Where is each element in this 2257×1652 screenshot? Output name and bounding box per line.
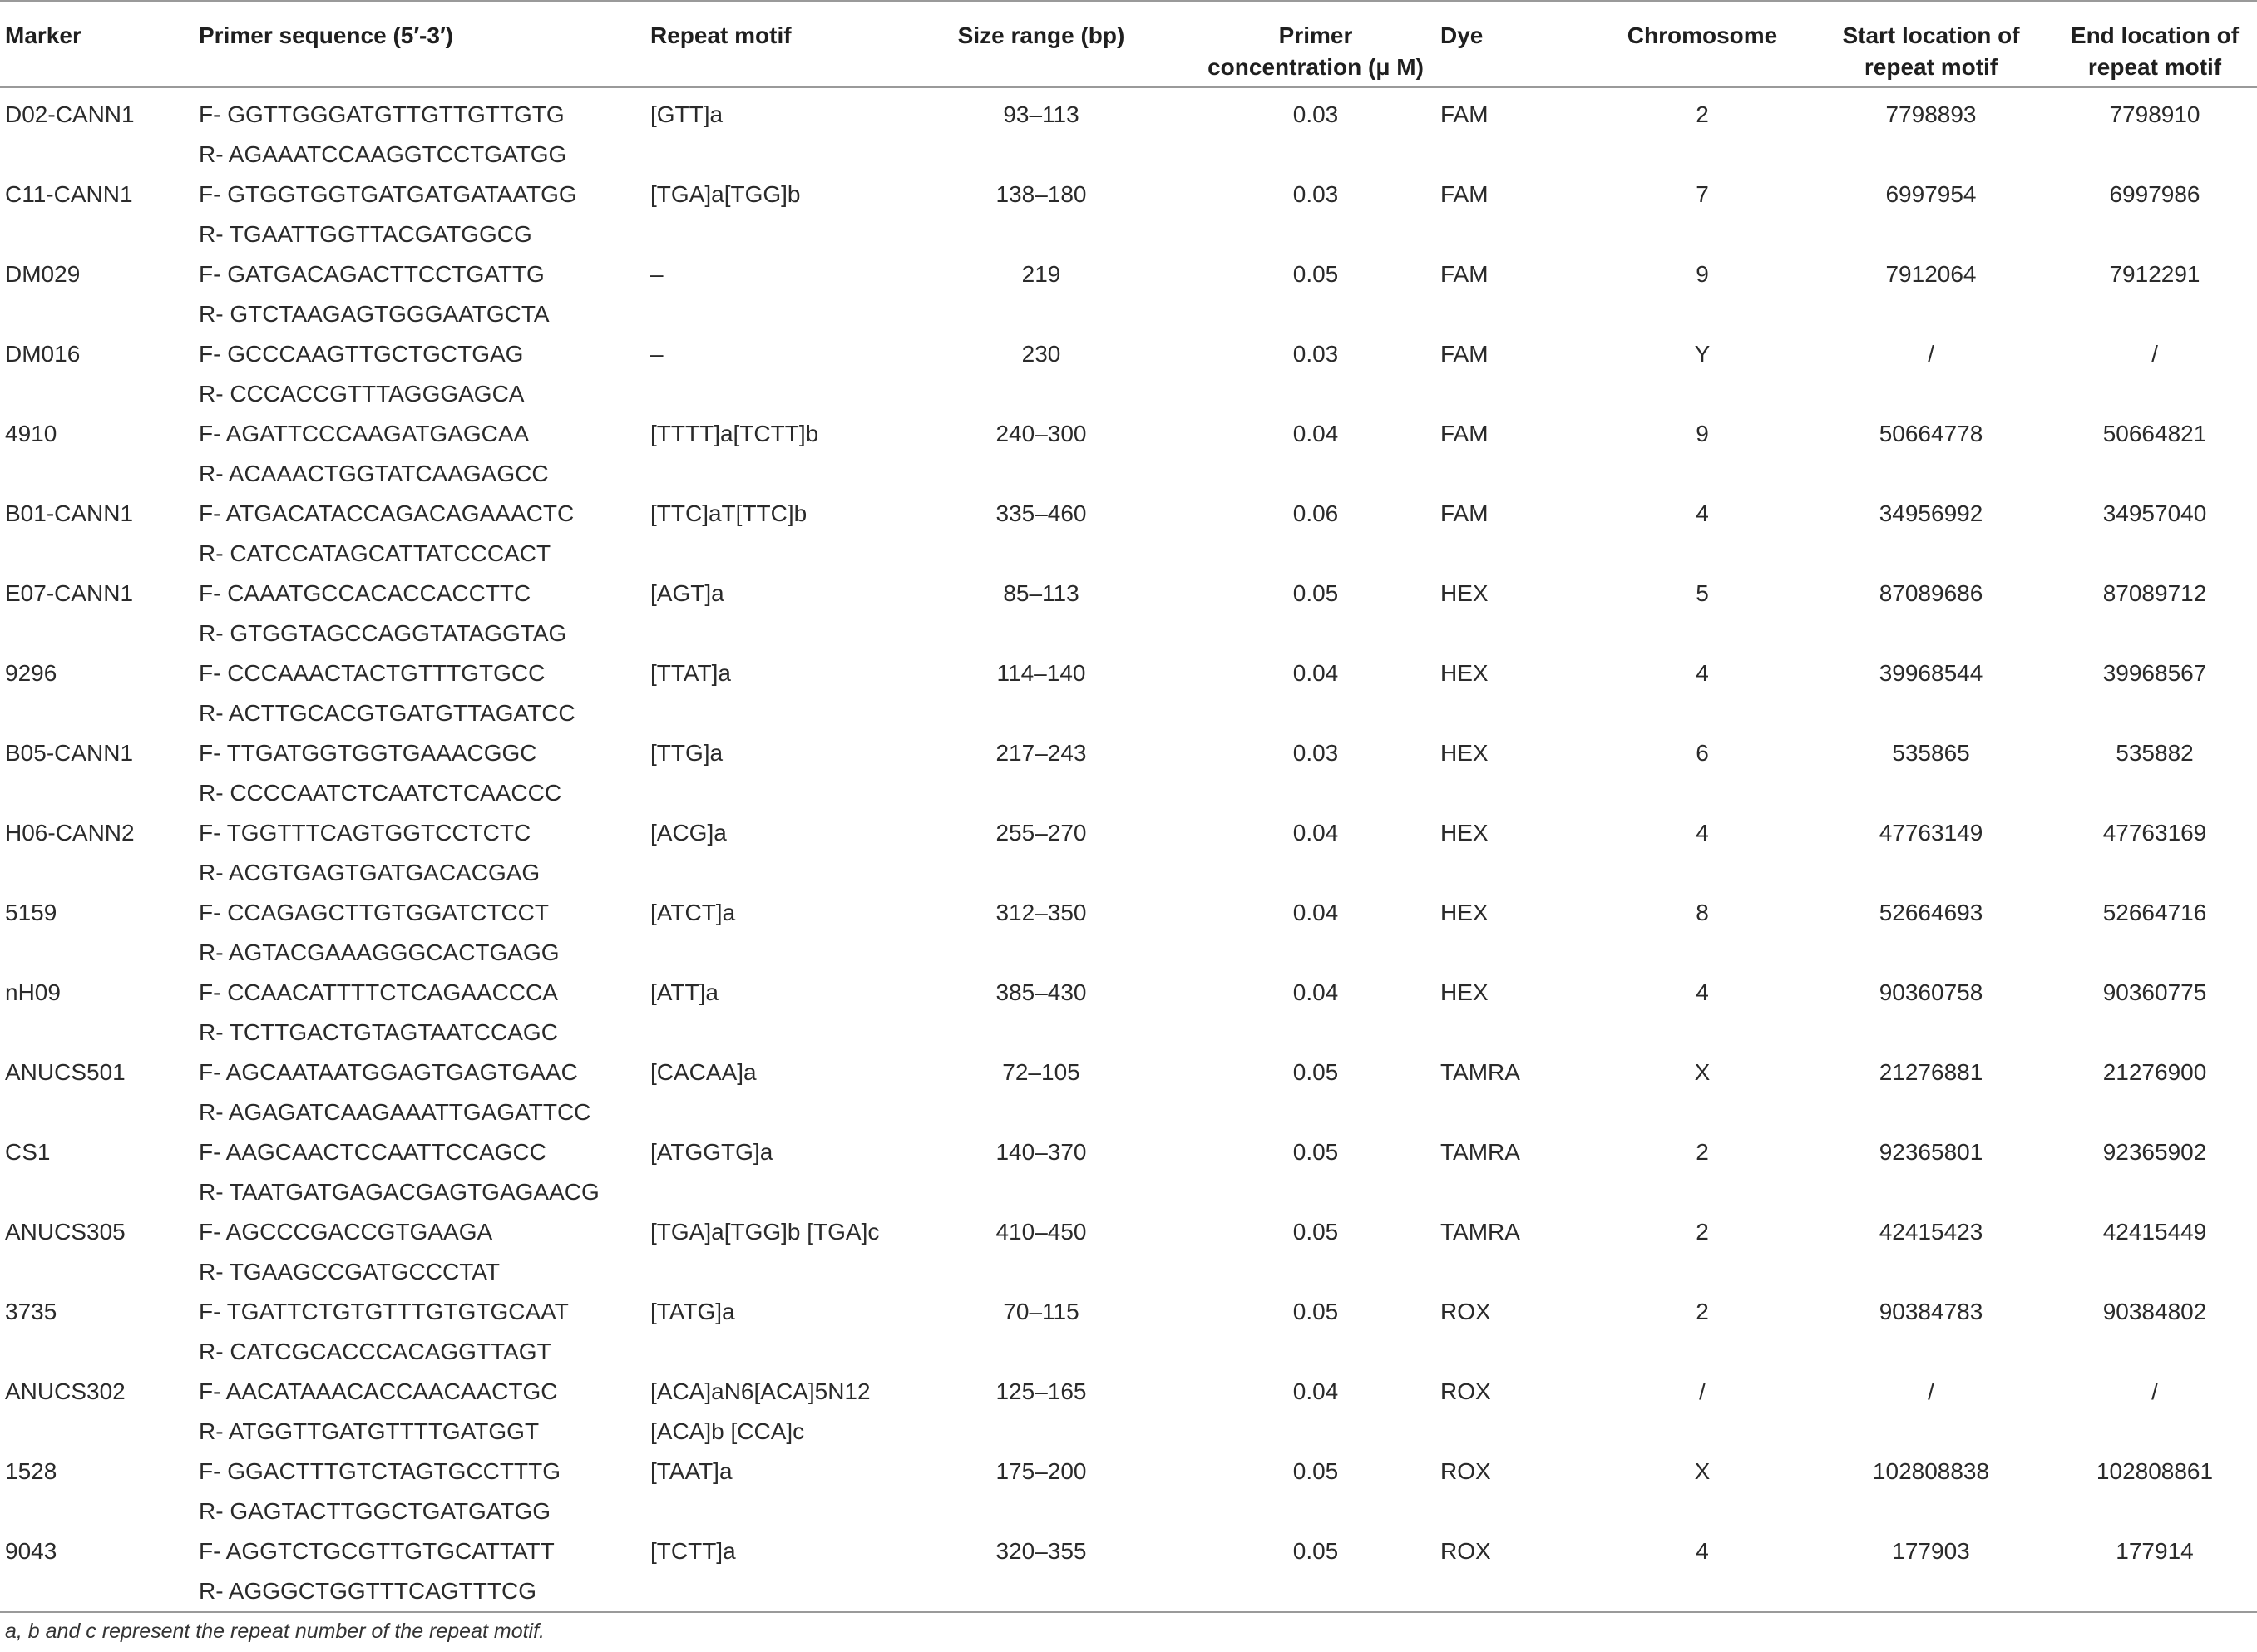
cell-end-location: 535882 (2116, 740, 2194, 766)
table-row (0, 1053, 2257, 1132)
primer-reverse: R- AGGGCTGGTTTCAGTTTCG (199, 1578, 536, 1604)
primer-reverse: R- TGAAGCCGATGCCCTAT (199, 1259, 500, 1285)
cell-size-range: 335–460 (995, 501, 1087, 526)
cell-end-location: 90384802 (2102, 1299, 2207, 1324)
header-chromosome: Chromosome (1627, 22, 1778, 48)
cell-repeat-motif (650, 813, 891, 893)
repeat-motif-line1: [ACA]aN6[ACA]5N12 (650, 1378, 871, 1404)
primer-forward: F- GATGACAGACTTCCTGATTG (199, 261, 545, 287)
primer-reverse: R- ACGTGAGTGATGACACGAG (199, 860, 541, 885)
cell-primer-concentration: 0.06 (1292, 501, 1339, 526)
cell-primer-concentration: 0.05 (1292, 1458, 1339, 1484)
cell-repeat-motif (650, 733, 891, 813)
cell-size-range: 125–165 (995, 1378, 1087, 1404)
cell-dye: ROX (1440, 1378, 1491, 1404)
header-end-location (2047, 1, 2257, 87)
cell-end-location: 39968567 (2102, 660, 2207, 686)
cell-repeat-motif (650, 1132, 891, 1212)
cell-marker: B05-CANN1 (5, 740, 134, 766)
cell-end-location: 21276900 (2102, 1059, 2207, 1085)
cell-chromosome: 4 (1696, 820, 1709, 846)
primer-forward: F- TGATTCTGTGTTTGTGTGCAAT (199, 1299, 569, 1324)
repeat-motif-line1: [TTC]aT[TTC]b (650, 501, 807, 526)
cell-repeat-motif (650, 334, 891, 414)
header-start-location (1815, 1, 2047, 87)
cell-end-location: 7912291 (2109, 261, 2200, 287)
primer-reverse: R- GAGTACTTGGCTGATGATGG (199, 1498, 551, 1524)
primer-forward: F- GGACTTTGTCTAGTGCCTTTG (199, 1458, 561, 1484)
cell-primer-concentration: 0.05 (1292, 1059, 1339, 1085)
repeat-motif-line1: [CACAA]a (650, 1059, 757, 1085)
table-row (0, 1372, 2257, 1452)
cell-repeat-motif (650, 254, 891, 334)
primer-reverse: R- AGAAATCCAAGGTCCTGATGG (199, 141, 567, 167)
header-start-line2: repeat motif (1864, 54, 1998, 80)
cell-marker: B01-CANN1 (5, 501, 134, 526)
repeat-motif-line1: [TAAT]a (650, 1458, 733, 1484)
cell-end-location: 87089712 (2102, 580, 2207, 606)
header-end-line2: repeat motif (2087, 54, 2222, 80)
cell-primer-sequence (199, 494, 650, 574)
header-primer-sequence: Primer sequence (5′-3′) (199, 22, 453, 48)
cell-chromosome: 4 (1696, 1538, 1709, 1564)
cell-primer-sequence (199, 653, 650, 733)
header-dye: Dye (1440, 22, 1484, 48)
cell-end-location: / (2151, 341, 2158, 367)
cell-repeat-motif (650, 1053, 891, 1132)
table-row (0, 973, 2257, 1053)
cell-marker: C11-CANN1 (5, 181, 133, 207)
primer-forward: F- CCCAAACTACTGTTTGTGCC (199, 660, 546, 686)
repeat-motif-line1: [AGT]a (650, 580, 724, 606)
cell-chromosome: Y (1694, 341, 1711, 367)
cell-primer-concentration: 0.03 (1292, 181, 1339, 207)
cell-primer-sequence (199, 813, 650, 893)
cell-marker: 9043 (5, 1538, 57, 1564)
cell-start-location: 102808838 (1872, 1458, 1990, 1484)
cell-start-location: 42415423 (1879, 1219, 1983, 1245)
table-row (0, 1292, 2257, 1372)
cell-chromosome: / (1699, 1378, 1706, 1404)
cell-end-location: 7798910 (2109, 101, 2200, 127)
cell-dye: ROX (1440, 1538, 1491, 1564)
cell-marker: 4910 (5, 421, 57, 446)
cell-primer-concentration: 0.03 (1292, 101, 1339, 127)
primer-forward: F- CCAGAGCTTGTGGATCTCCT (199, 900, 549, 925)
cell-repeat-motif (650, 1292, 891, 1372)
cell-marker: ANUCS501 (5, 1059, 126, 1085)
table-row (0, 733, 2257, 813)
cell-size-range: 175–200 (995, 1458, 1087, 1484)
cell-chromosome: 2 (1696, 1139, 1709, 1165)
cell-size-range: 72–105 (1002, 1059, 1080, 1085)
cell-dye: HEX (1440, 900, 1489, 925)
primer-reverse: R- GTCTAAGAGTGGGAATGCTA (199, 301, 550, 327)
cell-primer-sequence (199, 893, 650, 973)
cell-primer-sequence (199, 175, 650, 254)
cell-start-location: / (1928, 341, 1934, 367)
cell-repeat-motif (650, 1212, 891, 1292)
cell-dye: HEX (1440, 740, 1489, 766)
cell-primer-sequence (199, 1053, 650, 1132)
cell-start-location: 6997954 (1885, 181, 1977, 207)
repeat-motif-line1: [TCTT]a (650, 1538, 736, 1564)
table-row (0, 414, 2257, 494)
cell-primer-sequence (199, 1292, 650, 1372)
header-row (0, 1, 2257, 87)
cell-primer-concentration: 0.05 (1292, 1538, 1339, 1564)
cell-dye: TAMRA (1440, 1139, 1520, 1165)
cell-start-location: 47763149 (1879, 820, 1983, 846)
repeat-motif-line1: [ATT]a (650, 979, 719, 1005)
cell-start-location: 92365801 (1879, 1139, 1983, 1165)
primer-reverse: R- CATCCATAGCATTATCCCACT (199, 540, 551, 566)
primer-forward: F- GCCCAAGTTGCTGCTGAG (199, 341, 524, 367)
cell-primer-sequence (199, 733, 650, 813)
cell-primer-sequence (199, 254, 650, 334)
cell-size-range: 217–243 (995, 740, 1087, 766)
cell-primer-concentration: 0.03 (1292, 740, 1339, 766)
cell-size-range: 93–113 (1003, 101, 1079, 127)
cell-dye: TAMRA (1440, 1059, 1520, 1085)
cell-size-range: 138–180 (995, 181, 1087, 207)
primer-reverse: R- ATGGTTGATGTTTTGATGGT (199, 1418, 540, 1444)
cell-end-location: 90360775 (2102, 979, 2207, 1005)
table-row (0, 1132, 2257, 1212)
table-row (0, 1531, 2257, 1612)
cell-primer-concentration: 0.04 (1292, 820, 1339, 846)
table-row (0, 494, 2257, 574)
cell-start-location: 90384783 (1879, 1299, 1983, 1324)
header-conc-line1: Primer (1278, 22, 1353, 48)
cell-chromosome: 8 (1696, 900, 1709, 925)
cell-end-location: 47763169 (2102, 820, 2207, 846)
table-row (0, 175, 2257, 254)
cell-start-location: 535865 (1892, 740, 1970, 766)
cell-size-range: 85–113 (1003, 580, 1079, 606)
primer-reverse: R- TCTTGACTGTAGTAATCCAGC (199, 1019, 558, 1045)
repeat-motif-line1: [TTAT]a (650, 660, 731, 686)
cell-end-location: 6997986 (2109, 181, 2200, 207)
repeat-motif-line1: [TTTT]a[TCTT]b (650, 421, 819, 446)
cell-marker: ANUCS302 (5, 1378, 126, 1404)
cell-start-location: 21276881 (1879, 1059, 1983, 1085)
header-primer-concentration (1191, 1, 1440, 87)
repeat-motif-line1: [TGA]a[TGG]b [TGA]c (650, 1219, 880, 1245)
cell-marker: ANUCS305 (5, 1219, 126, 1245)
repeat-motif-line1: [TATG]a (650, 1299, 735, 1324)
cell-repeat-motif (650, 1372, 891, 1452)
cell-primer-concentration: 0.05 (1292, 580, 1339, 606)
cell-start-location: 90360758 (1879, 979, 1983, 1005)
cell-marker: 1528 (5, 1458, 57, 1484)
cell-chromosome: 7 (1696, 181, 1709, 207)
header-start-line1: Start location of (1842, 22, 2020, 48)
table-body (0, 87, 2257, 1612)
cell-size-range: 219 (1021, 261, 1061, 287)
cell-dye: FAM (1440, 421, 1489, 446)
repeat-motif-line1: [ATCT]a (650, 900, 736, 925)
header-conc-line2: concentration (μ M) (1208, 54, 1424, 80)
primer-reverse: R- TAATGATGAGACGAGTGAGAACG (199, 1179, 600, 1205)
cell-repeat-motif (650, 973, 891, 1053)
cell-repeat-motif (650, 574, 891, 653)
cell-dye: FAM (1440, 501, 1489, 526)
cell-start-location: 39968544 (1879, 660, 1983, 686)
cell-dye: FAM (1440, 341, 1489, 367)
cell-primer-sequence (199, 973, 650, 1053)
table-row (0, 653, 2257, 733)
cell-marker: DM029 (5, 261, 81, 287)
repeat-motif-line1: – (650, 341, 664, 367)
primer-forward: F- AGGTCTGCGTTGTGCATTATT (199, 1538, 555, 1564)
cell-size-range: 320–355 (995, 1538, 1087, 1564)
cell-start-location: 7912064 (1885, 261, 1977, 287)
table-footnote: a, b and c represent the repeat number of the repeat motif. (5, 1620, 545, 1643)
cell-marker: 3735 (5, 1299, 57, 1324)
cell-primer-concentration: 0.04 (1292, 421, 1339, 446)
cell-dye: HEX (1440, 820, 1489, 846)
cell-chromosome: 2 (1696, 1219, 1709, 1245)
cell-chromosome: X (1694, 1458, 1711, 1484)
cell-start-location: / (1928, 1378, 1934, 1404)
cell-size-range: 385–430 (995, 979, 1087, 1005)
cell-chromosome: 4 (1696, 660, 1709, 686)
cell-marker: 9296 (5, 660, 57, 686)
cell-repeat-motif (650, 175, 891, 254)
primer-reverse: R- CATCGCACCCACAGGTTAGT (199, 1339, 551, 1364)
table-row (0, 1452, 2257, 1531)
cell-primer-sequence (199, 1132, 650, 1212)
cell-primer-sequence (199, 334, 650, 414)
cell-primer-concentration: 0.05 (1292, 1219, 1339, 1245)
table-row (0, 574, 2257, 653)
cell-primer-concentration: 0.04 (1292, 660, 1339, 686)
cell-size-range: 230 (1021, 341, 1061, 367)
header-repeat-motif: Repeat motif (650, 22, 792, 48)
cell-marker: 5159 (5, 900, 57, 925)
primer-reverse: R- AGTACGAAAGGGCACTGAGG (199, 939, 560, 965)
primer-forward: F- AAGCAACTCCAATTCCAGCC (199, 1139, 546, 1165)
primer-forward: F- AGCAATAATGGAGTGAGTGAAC (199, 1059, 578, 1085)
cell-marker: E07-CANN1 (5, 580, 134, 606)
primer-forward: F- CAAATGCCACACCACCTTC (199, 580, 531, 606)
cell-repeat-motif (650, 87, 891, 175)
header-marker: Marker (5, 22, 81, 48)
cell-primer-sequence (199, 574, 650, 653)
cell-start-location: 177903 (1892, 1538, 1970, 1564)
cell-repeat-motif (650, 494, 891, 574)
repeat-motif-line1: [TTG]a (650, 740, 724, 766)
cell-dye: HEX (1440, 979, 1489, 1005)
cell-repeat-motif (650, 1531, 891, 1612)
primer-reverse: R- GTGGTAGCCAGGTATAGGTAG (199, 620, 567, 646)
primer-forward: F- GGTTGGGATGTTGTTGTTGTG (199, 101, 565, 127)
cell-marker: H06-CANN2 (5, 820, 135, 846)
cell-start-location: 52664693 (1879, 900, 1983, 925)
cell-end-location: 92365902 (2102, 1139, 2207, 1165)
table-row (0, 254, 2257, 334)
cell-dye: HEX (1440, 580, 1489, 606)
table-row (0, 893, 2257, 973)
header-end-line1: End location of (2070, 22, 2240, 48)
primer-forward: F- TTGATGGTGGTGAAACGGC (199, 740, 537, 766)
primer-reverse: R- AGAGATCAAGAAATTGAGATTCC (199, 1099, 591, 1125)
cell-end-location: 52664716 (2102, 900, 2207, 925)
cell-chromosome: 4 (1696, 979, 1709, 1005)
repeat-motif-line1: [ATGGTG]a (650, 1139, 773, 1165)
repeat-motif-line1: [GTT]a (650, 101, 724, 127)
repeat-motif-line1: – (650, 261, 664, 287)
cell-repeat-motif (650, 1452, 891, 1531)
cell-size-range: 140–370 (995, 1139, 1087, 1165)
cell-marker: CS1 (5, 1139, 51, 1165)
primer-forward: F- ATGACATACCAGACAGAAACTC (199, 501, 575, 526)
cell-chromosome: 6 (1696, 740, 1709, 766)
cell-size-range: 70–115 (1003, 1299, 1079, 1324)
cell-marker: DM016 (5, 341, 81, 367)
cell-primer-sequence (199, 1531, 650, 1612)
repeat-motif-line2: [ACA]b [CCA]c (650, 1418, 805, 1444)
cell-dye: ROX (1440, 1458, 1491, 1484)
cell-primer-sequence (199, 1452, 650, 1531)
cell-end-location: 34957040 (2102, 501, 2207, 526)
cell-primer-sequence (199, 87, 650, 175)
cell-repeat-motif (650, 893, 891, 973)
cell-primer-concentration: 0.03 (1292, 341, 1339, 367)
cell-primer-sequence (199, 414, 650, 494)
cell-dye: ROX (1440, 1299, 1491, 1324)
cell-size-range: 255–270 (995, 820, 1087, 846)
cell-end-location: 50664821 (2102, 421, 2207, 446)
cell-chromosome: 5 (1696, 580, 1709, 606)
cell-primer-concentration: 0.04 (1292, 900, 1339, 925)
cell-primer-concentration: 0.05 (1292, 1139, 1339, 1165)
cell-end-location: / (2151, 1378, 2158, 1404)
cell-primer-concentration: 0.05 (1292, 1299, 1339, 1324)
table-row (0, 87, 2257, 175)
table-row (0, 1212, 2257, 1292)
table-header (0, 1, 2257, 87)
cell-size-range: 312–350 (995, 900, 1087, 925)
cell-chromosome: 9 (1696, 261, 1709, 287)
cell-end-location: 102808861 (2096, 1458, 2214, 1484)
cell-primer-concentration: 0.05 (1292, 261, 1339, 287)
primer-reverse: R- CCCACCGTTTAGGGAGCA (199, 381, 525, 407)
cell-chromosome: 2 (1696, 1299, 1709, 1324)
cell-repeat-motif (650, 653, 891, 733)
cell-size-range: 410–450 (995, 1219, 1087, 1245)
cell-primer-sequence (199, 1212, 650, 1292)
cell-chromosome: X (1694, 1059, 1711, 1085)
cell-dye: TAMRA (1440, 1219, 1520, 1245)
cell-chromosome: 2 (1696, 101, 1709, 127)
primer-reverse: R- ACTTGCACGTGATGTTAGATCC (199, 700, 575, 726)
repeat-motif-line1: [ACG]a (650, 820, 727, 846)
cell-start-location: 50664778 (1879, 421, 1983, 446)
cell-dye: FAM (1440, 181, 1489, 207)
primer-forward: F- GTGGTGGTGATGATGATAATGG (199, 181, 577, 207)
cell-primer-sequence (199, 1372, 650, 1452)
cell-size-range: 240–300 (995, 421, 1087, 446)
cell-repeat-motif (650, 414, 891, 494)
cell-chromosome: 9 (1696, 421, 1709, 446)
cell-start-location: 7798893 (1885, 101, 1977, 127)
cell-primer-concentration: 0.04 (1292, 979, 1339, 1005)
cell-size-range: 114–140 (996, 660, 1086, 686)
cell-chromosome: 4 (1696, 501, 1709, 526)
cell-dye: FAM (1440, 101, 1489, 127)
primer-reverse: R- ACAAACTGGTATCAAGAGCC (199, 461, 549, 486)
header-size-range: Size range (bp) (957, 22, 1125, 48)
table-row (0, 334, 2257, 414)
cell-end-location: 42415449 (2102, 1219, 2207, 1245)
cell-marker: nH09 (5, 979, 61, 1005)
cell-marker: D02-CANN1 (5, 101, 135, 127)
cell-dye: FAM (1440, 261, 1489, 287)
cell-end-location: 177914 (2116, 1538, 2194, 1564)
repeat-motif-line1: [TGA]a[TGG]b (650, 181, 801, 207)
cell-primer-concentration: 0.04 (1292, 1378, 1339, 1404)
primer-reverse: R- TGAATTGGTTACGATGGCG (199, 221, 532, 247)
primer-forward: F- AGCCCGACCGTGAAGA (199, 1219, 493, 1245)
cell-start-location: 87089686 (1879, 580, 1983, 606)
primer-forward: F- AGATTCCCAAGATGAGCAA (199, 421, 530, 446)
primer-forward: F- TGGTTTCAGTGGTCCTCTC (199, 820, 531, 846)
cell-start-location: 34956992 (1879, 501, 1983, 526)
primer-forward: F- AACATAAACACCAACAACTGC (199, 1378, 558, 1404)
primer-reverse: R- CCCCAATCTCAATCTCAACCC (199, 780, 562, 806)
primer-forward: F- CCAACATTTTCTCAGAACCCA (199, 979, 558, 1005)
table-row (0, 813, 2257, 893)
cell-dye: HEX (1440, 660, 1489, 686)
